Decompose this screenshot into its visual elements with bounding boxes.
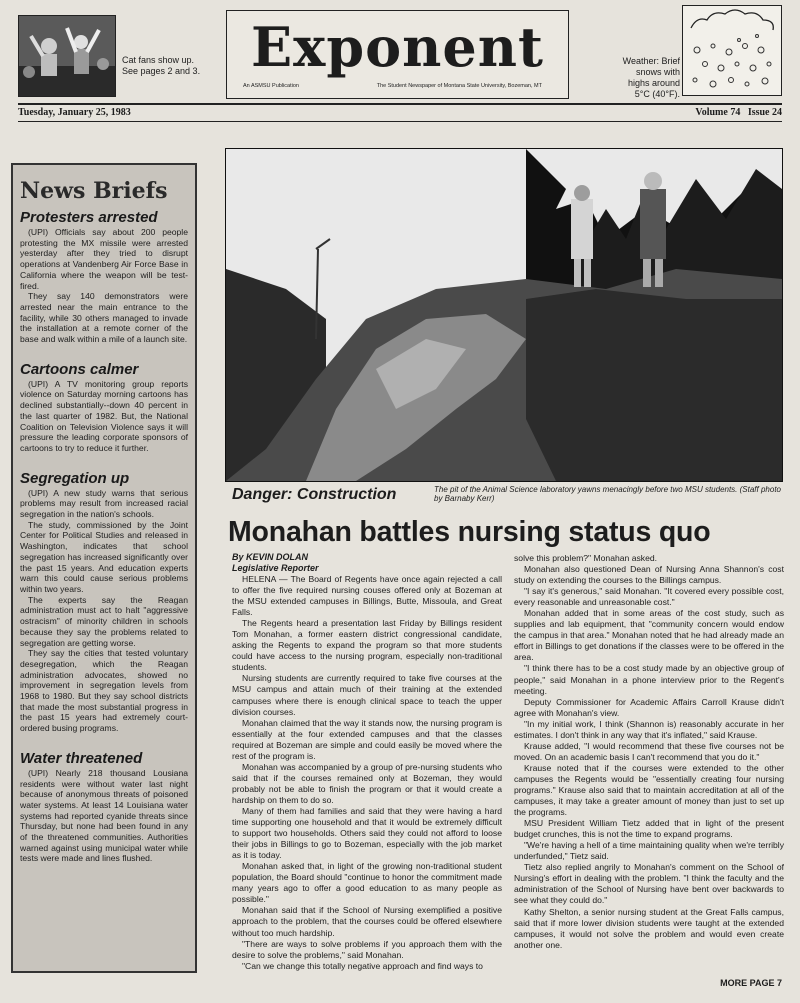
byline-role: Legislative Reporter [232, 563, 319, 573]
article-paragraph: "We're having a hell of a time maintaining quality when we're terribly underfunded," Tietz said. [514, 840, 784, 862]
publication-note: An ASMSU Publication [243, 83, 299, 89]
article-paragraph: Many of them had families and said that they were having a hard time supporting one household and that it would be extremely difficult to support two households. Others said they could not afford to loose their jobs in Billings to go to Bozeman, especially with the job market as it is today. [232, 805, 502, 861]
byline-name: By KEVIN DOLAN [232, 552, 309, 562]
brief-headline: Segregation up [20, 469, 130, 487]
article-paragraph: Monahan added that in some areas of the cost study, such as supplies and lab equipment, that "community concern would endow the campus in that area." Monahan noted that he had already made an effort in Billings to get donations if the classes were to be offered in the area. [514, 608, 784, 663]
brief-paragraph: The experts say the Reagan administration must act to halt "aggressive ostracism" of minority children in schools because they say the problems related to segregation are getting worse. [20, 594, 188, 648]
article-paragraph: Monahan claimed that the way it stands now, the nursing program is essentially at the four extended campuses and that the classes required at Bozeman are simple and could easily be moved where the rest of the program is. [232, 717, 502, 761]
brief-paragraph: (UPI) A TV monitoring group reports violence on Saturday morning cartoons has declined substantially--down 40 percent in the last quarter of 1982. But, the National Coalition on Television Violence says it will pressure the leading corporate sponsors of cartoons to try to reduce it further. [20, 378, 188, 453]
dateline-rule [18, 103, 782, 105]
brief-paragraph: They say the cities that tested voluntary desegregation, which the Reagan administration advocates, showed no improvement in segregation levels from 1968 to 1980. But they say school districts that made the most substantial progress in the past 15 years had extremely court-ordered busing programs. [20, 648, 188, 734]
article-paragraph: Monahan said that if the School of Nursing exemplified a positive approach to the problem, that the courses could be offered elsewhere without too much hardship. [232, 905, 502, 938]
article-paragraph: "I think there has to be a cost study made by an objective group of people," said Monahan in a phone interview prior to the Regent's meeting. [514, 663, 784, 696]
brief-body [20, 227, 188, 345]
article-paragraph: Krause added, "I would recommend that these five courses not be moved. On an academic basis I can't recommend that you do it." [514, 740, 784, 762]
article-column-2 [514, 553, 784, 978]
brief-body [20, 768, 188, 864]
article-paragraph: HELENA — The Board of Regents have once again rejected a call to offer the five required nursing couses offered only at Bozeman at the MSU extended campuses in Billings, Butte, Missoula, and Great Falls. [232, 574, 502, 618]
article-paragraph: Monahan asked that, in light of the growing non-traditional student population, the Board should "continue to honor the commitment made many years ago to offer a good education to as many people as possible." [232, 861, 502, 905]
brief-paragraph: The study, commissioned by the Joint Center for Political Studies and released in Washington, indicates that school segregation has increased significantly over the past 15 years. And education experts warn this could cause serious problems within two years. [20, 519, 188, 594]
article-paragraph: Krause noted that if the courses were extended to the other campuses the Regents would be "essentially creating four nursing programs." Krause also said that to maintain accreditation at all of the campuses, it may take a greater amount of money than just to set up the programs. [514, 762, 784, 818]
construction-photo [225, 148, 783, 482]
article-column-1 [232, 574, 502, 994]
teaser-text[interactable]: Cat fans show up. See pages 2 and 3. [122, 55, 201, 76]
news-briefs-sidebar [11, 163, 197, 973]
snow-cloud-icon [682, 5, 782, 96]
photo-caption-title: Danger: Construction [232, 486, 397, 503]
article-paragraph: Kathy Shelton, a senior nursing student at the Great Falls campus, said that if more lower division students were taught at the extended campuses, it would not solve the problem and would even create another one. [514, 906, 784, 950]
article-paragraph: Monahan also questioned Dean of Nursing Anna Shannon's cost study on extending the courses to the Billings campus. [514, 564, 784, 586]
article-paragraph: Nursing students are currently required to take five courses at the MSU campus and attain much of their training at the extended campuses where there is enough clinical space to teach the upper division courses. [232, 673, 502, 717]
brief-paragraph: They say 140 demonstrators were arrested near the main entrance to the facility, while 30 others managed to invade the installation at a remote corner of the base and walk within a mile of a launch site. [20, 291, 188, 345]
masthead-box [226, 10, 569, 99]
article-paragraph: Tietz also replied angrily to Monahan's comment on the School of Nursing's effort in dealing with the problem. "I think the faculty and the administration of the School of Nursing have bent over backwards to see what they could do." [514, 862, 784, 906]
brief-body [20, 488, 188, 734]
issue-date: Tuesday, January 25, 1983 [18, 107, 131, 118]
continued-on-page-link[interactable]: MORE PAGE 7 [720, 978, 782, 988]
article-paragraph: "Can we change this totally negative approach and find ways to [242, 960, 483, 971]
dateline-rule [18, 121, 782, 122]
brief-headline: Cartoons calmer [20, 360, 139, 378]
article-paragraph: Deputy Commissioner for Academic Affairs Carroll Krause didn't agree with Monahan's view. [514, 696, 784, 718]
masthead-title: Exponent [251, 15, 544, 79]
article-paragraph: "In my initial work, I think (Shannon is) reasonably accurate in her estimates. I don't think in any way that it's inflated," said Krause. [514, 718, 784, 740]
cat-fans-photo-illustration [19, 16, 116, 97]
brief-paragraph: (UPI) A new study warns that serious problems may result from increased racial segregation in the nation's schools. [20, 487, 188, 520]
article-paragraph: The Regents heard a presentation last Friday by Billings resident Tom Monahan, a former eastern district congressional candidate, asking the Regents to expand the program so that more students could have access to the nursing program, especially non-traditional students. [232, 618, 502, 673]
brief-paragraph: (UPI) Officials say about 200 people protesting the MX missile were arrested yesterday after they tried to disrupt operations at Vandenberg Air Force Base in California where the weapon will be test-fired. [20, 227, 188, 291]
article-paragraph: Monahan was accompanied by a group of pre-nursing students who said that if the courses remained only at Bozeman, they would probably not be able to finish the program or that it would create a hardship on them to do so. [232, 761, 502, 805]
article-paragraph: "I say it's generous," said Monahan. "It covered every possible cost, every reasonable and unreasonable cost." [514, 586, 784, 608]
weather-text: Weather: Brief snows with highs around 5°C (40°F). [622, 56, 680, 99]
publication-subtitle: The Student Newspaper of Montana State University, Bozeman, MT [376, 83, 542, 89]
brief-paragraph: (UPI) Nearly 218 thousand Lousiana residents were without water last night because of anonymous threats of poisoned water systems. At least 14 Louisiana water systems had reported cyanide threats since Thursday, but none had been found in any of the threatened communities. Authorities warned against using municipal water while tests were made and lines flushed. [20, 767, 188, 864]
article-byline [232, 552, 319, 574]
article-headline[interactable]: Monahan battles nursing status quo [228, 516, 711, 548]
article-paragraph: MSU President William Tietz added that in light of the present budget crunches, this is not the time to expand programs. [514, 818, 784, 840]
article-paragraph: solve this problem?" Monahan asked. [514, 553, 658, 563]
news-briefs-title: News Briefs [20, 178, 168, 204]
photo-caption: The pit of the Animal Science laboratory yawns menacingly before two MSU students. (Staff photo by Barnaby Kerr) [434, 485, 781, 503]
volume-issue: Volume 74 Issue 24 [695, 107, 782, 118]
brief-headline: Protesters arrested [20, 209, 158, 226]
teaser-photo [18, 15, 116, 97]
brief-body [20, 379, 188, 454]
article-paragraph: "There are ways to solve problems if you approach them with the desire to solve the problems," said Monahan. [232, 938, 502, 960]
brief-headline: Water threatened [20, 749, 143, 767]
